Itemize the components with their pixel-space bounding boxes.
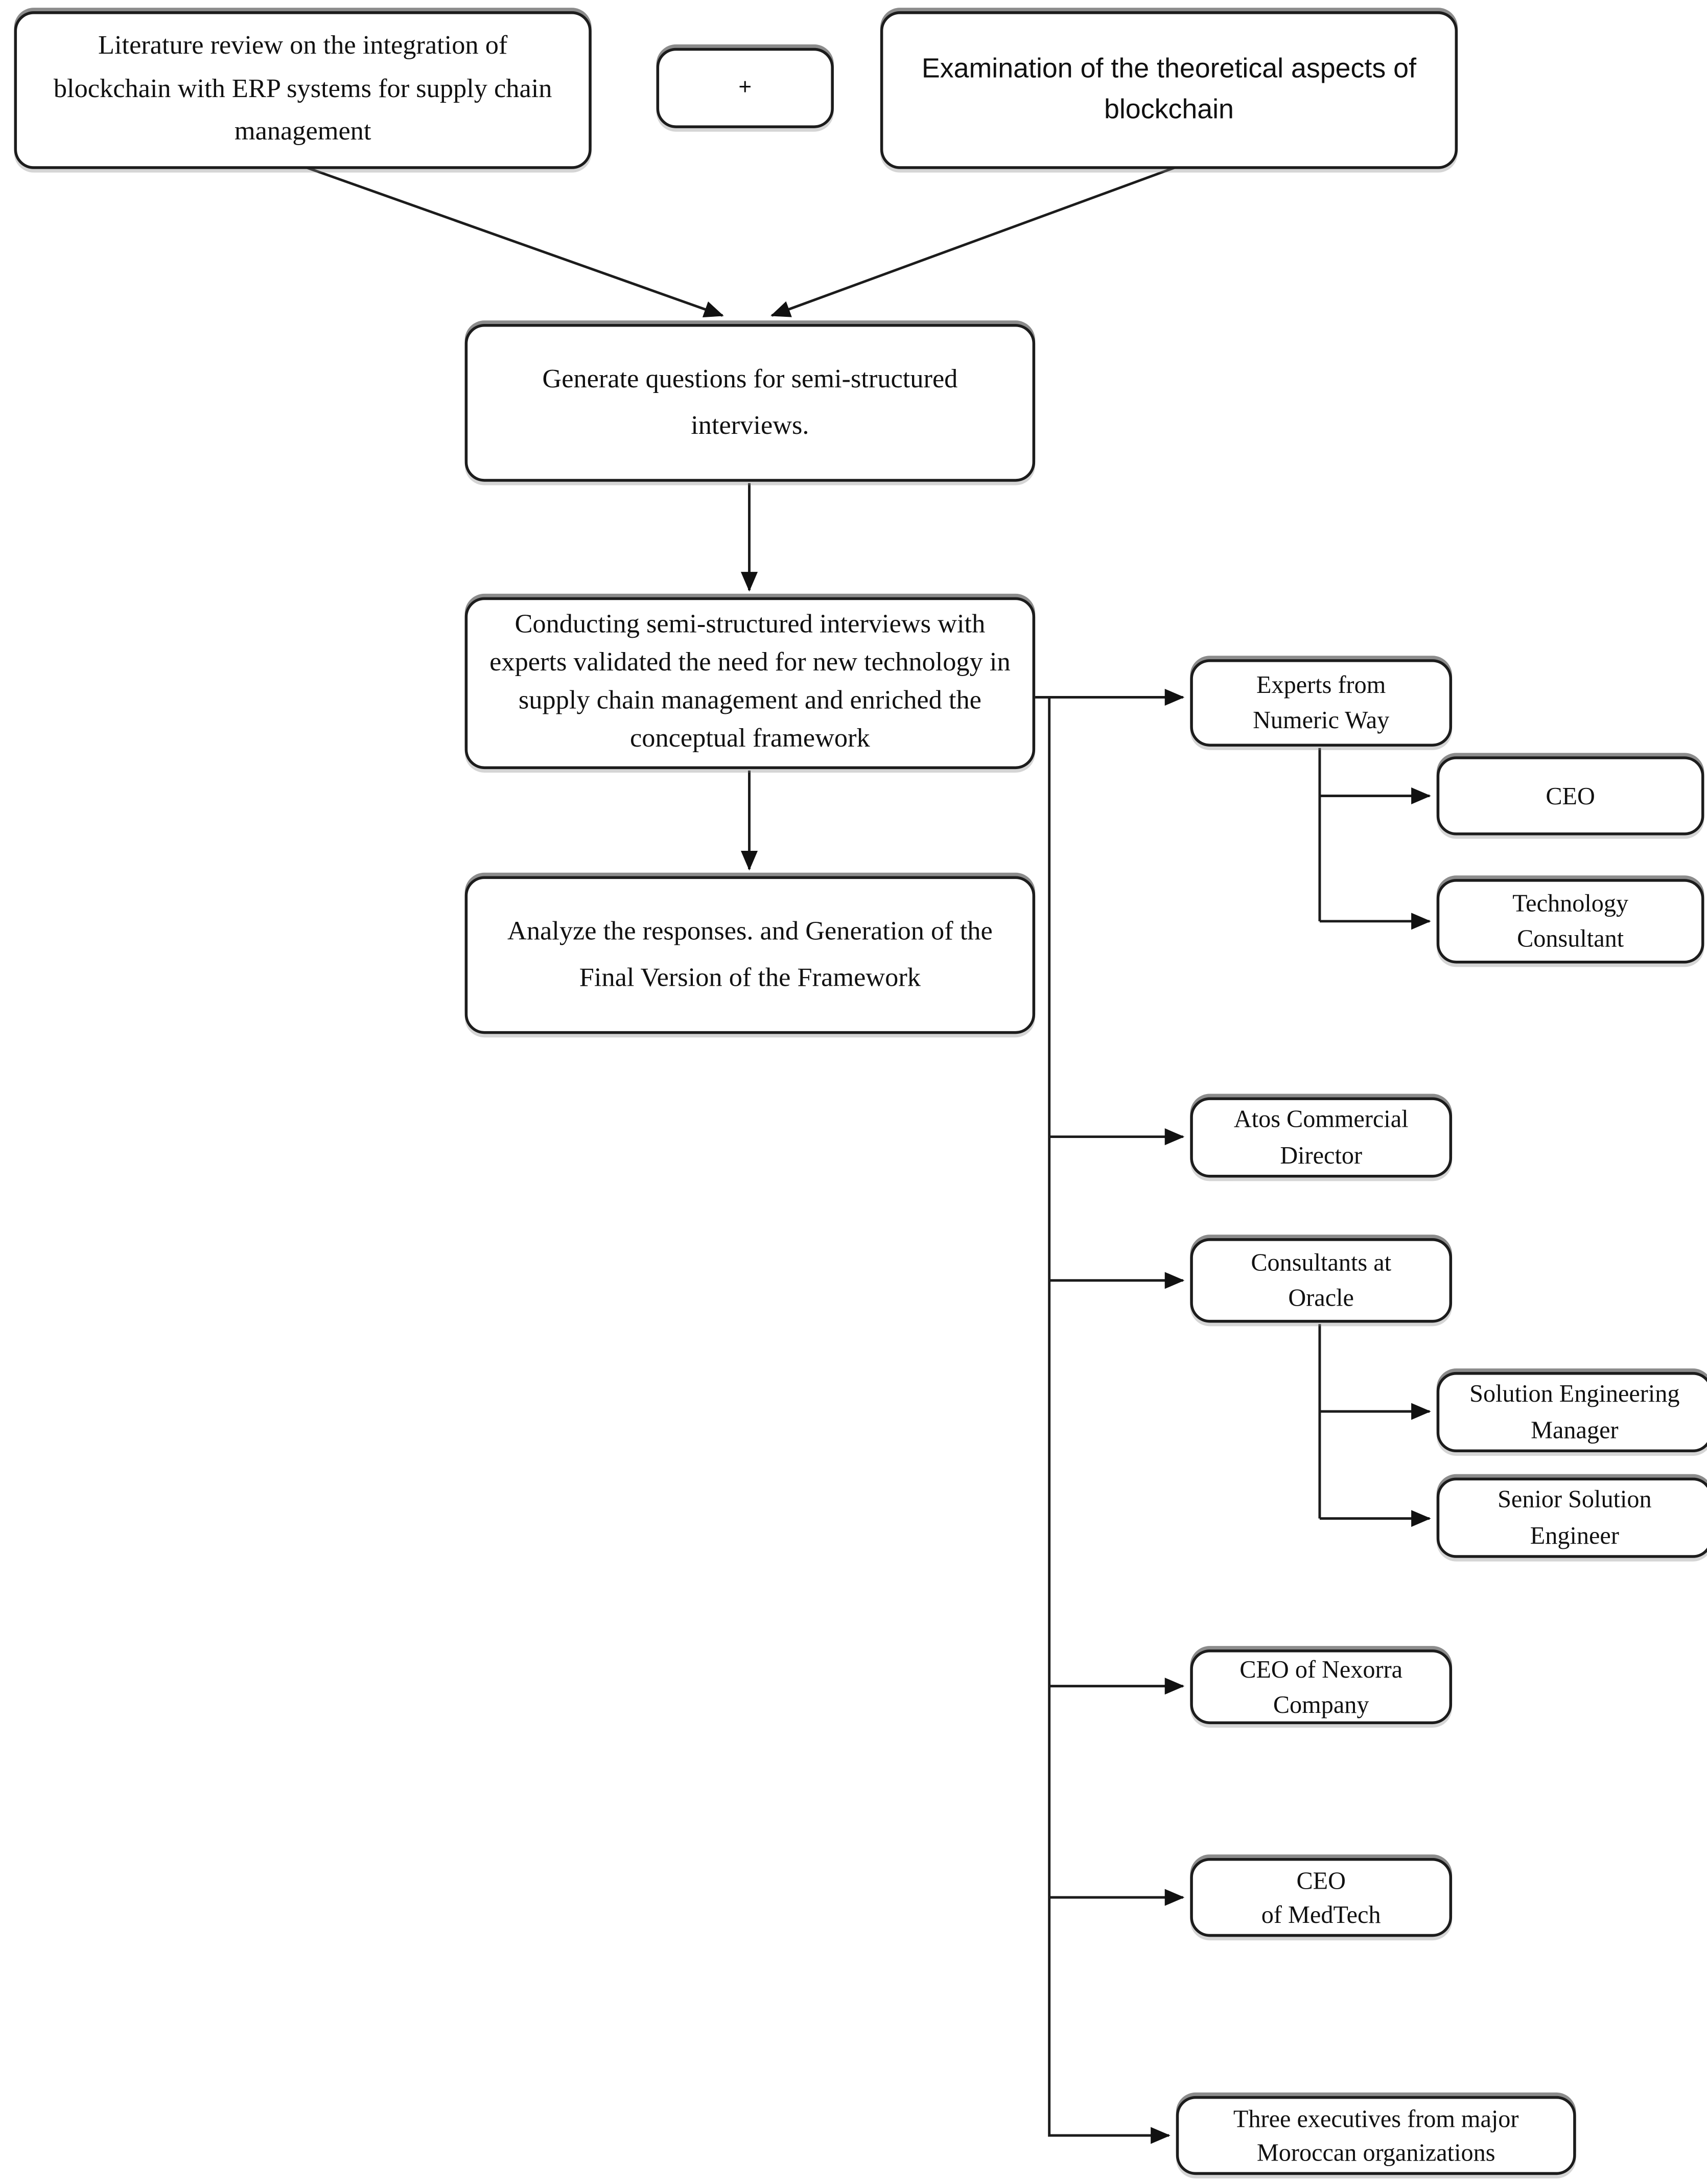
node-analyze-responses-label: Analyze the responses. and Generation of the Final Version of the Framework	[507, 916, 993, 993]
node-examination-theoretical-label: Examination of the theoretical aspects of blockchain	[921, 53, 1417, 126]
node-conducting-interviews-label: Conducting semi-structured interviews with experts validated the need for new technology in supply chain management and enriched the conceptual framework	[489, 610, 1011, 754]
node-ceo-medtech-line2: of MedTech	[1261, 1900, 1381, 1929]
node-senior-solution-engineer	[1437, 1478, 1707, 1558]
node-three-executives	[1176, 2096, 1576, 2175]
node-solution-engineering-manager	[1437, 1372, 1707, 1452]
node-three-executives-label: Three executives from major Moroccan organizations	[1233, 2103, 1519, 2167]
plus-icon: +	[738, 75, 752, 100]
node-analyze-responses	[465, 876, 1035, 1034]
node-technology-consultant-label: Technology Consultant	[1512, 888, 1629, 952]
node-atos-commercial-director-label: Atos Commercial Director	[1233, 1104, 1409, 1169]
node-ceo-nexorra	[1190, 1649, 1452, 1724]
node-ceo-numeric-way	[1437, 756, 1704, 835]
node-ceo-nexorra-label: CEO of Nexorra Company	[1240, 1655, 1403, 1718]
plus-operator-box	[657, 48, 834, 128]
edge-examination-to-generate	[772, 162, 1190, 315]
node-generate-questions-label: Generate questions for semi-structured interviews.	[542, 364, 958, 441]
node-senior-solution-engineer-label: Senior Solution Engineer	[1498, 1484, 1652, 1549]
node-atos-commercial-director	[1190, 1097, 1452, 1177]
node-ceo-medtech-line1: CEO	[1296, 1866, 1346, 1894]
node-ceo-numeric-way-label: CEO	[1546, 781, 1595, 809]
node-consultants-at-oracle-label: Consultants at Oracle	[1251, 1247, 1392, 1312]
edge-litreview-to-generate	[303, 166, 722, 315]
node-literature-review-label: Literature review on the integration of blockchain with ERP systems for supply chain management	[53, 31, 552, 147]
node-generate-questions	[465, 324, 1035, 482]
node-consultants-at-oracle	[1190, 1238, 1452, 1322]
edge-trunk-to-three-executives	[1049, 698, 1169, 2135]
node-experts-numeric-way-label: Experts from Numeric Way	[1253, 670, 1390, 734]
node-experts-numeric-way	[1190, 659, 1452, 747]
node-technology-consultant	[1437, 879, 1704, 963]
node-literature-review	[14, 11, 592, 169]
node-ceo-medtech	[1190, 1858, 1452, 1937]
node-conducting-interviews	[465, 597, 1035, 769]
node-examination-theoretical	[880, 11, 1458, 169]
node-solution-engineering-manager-label: Solution Engineering Manager	[1469, 1379, 1680, 1444]
